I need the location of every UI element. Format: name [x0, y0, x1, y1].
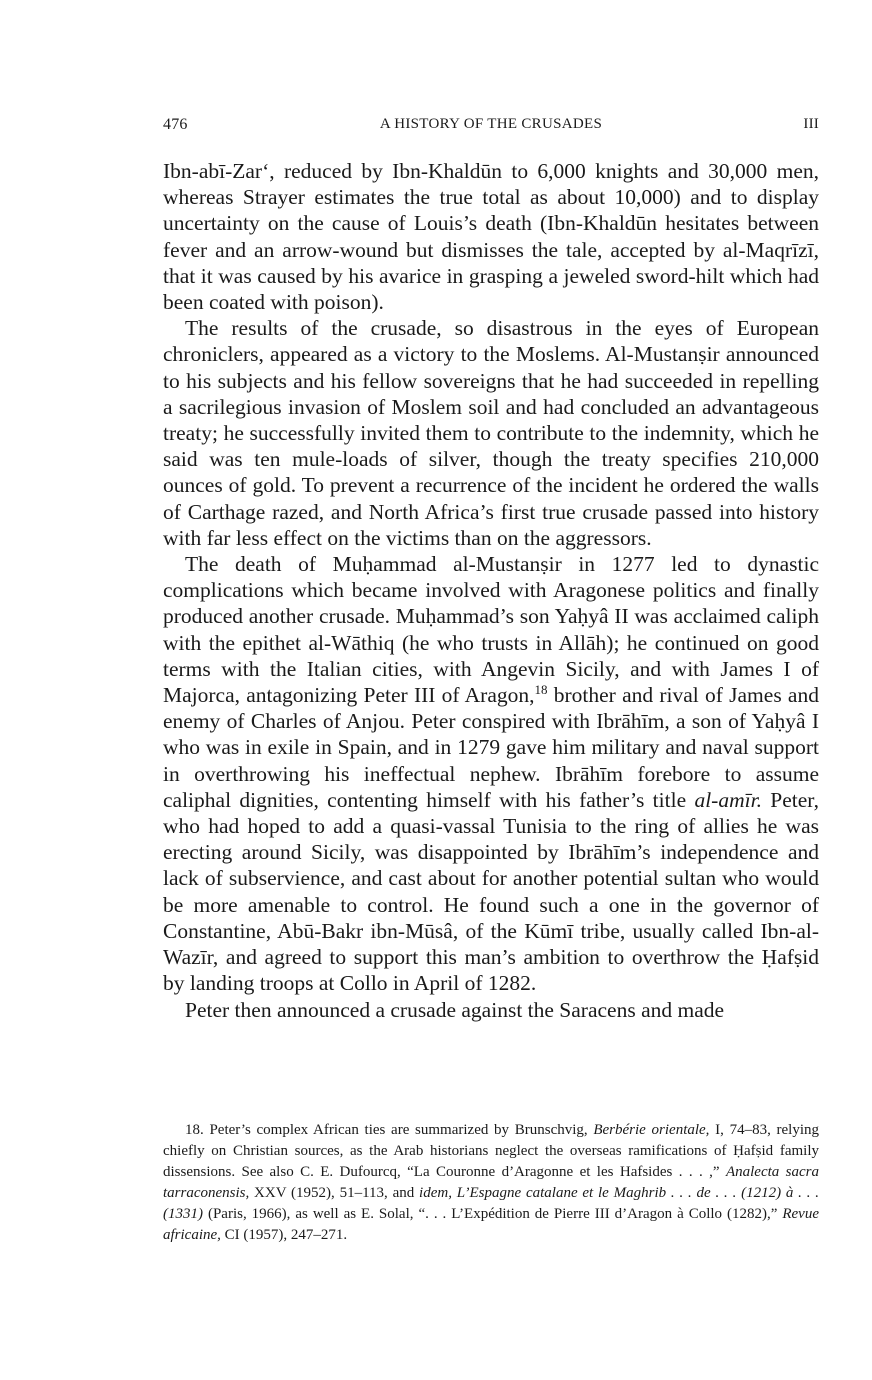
- footnote-title-espagne: idem, L’Espagne catalane et le Maghrib . . . de . . . (1212) à . . . (1331): [163, 1185, 820, 1222]
- page-number: 476: [163, 116, 188, 133]
- paragraph-3: [163, 551, 819, 996]
- footnote-reference-18[interactable]: 18: [534, 681, 548, 697]
- paragraph-3-italic-term: al-amīr.: [694, 787, 762, 812]
- footnote-18: [163, 1120, 819, 1246]
- footnote-section: [163, 1120, 819, 1246]
- paragraph-2: The results of the crusade, so disastrous in the eyes of European chroniclers, appeared as a victory to the Moslems. Al-Mustanṣir announced to his subjects and his fellow sovereigns that he had succeeded in repelling a sacrilegious invasion of Moslem soil and had concluded an advantageous treaty; he successfully invited them to contribute to the indemnity, which he said was ten mule-loads of silver, though the treaty specifies 210,000 ounces of gold. To prevent a recurrence of the incident he ordered the walls of Carthage razed, and North Africa’s first true crusade passed into history with far less effect on the victims than on the aggressors.: [163, 316, 819, 550]
- footnote-text-2: I, 74–83, relying chiefly on Christian sources, as the Arab historians neglect the overseas ramifications of Ḥafṣid family dissensions. See also C. E. Dufourcq, “La Couronne d’Aragonne et les Hafsides . . . ,”: [163, 1122, 819, 1180]
- running-title: A HISTORY OF THE CRUSADES: [379, 116, 603, 132]
- footnote-text-3: XXV (1952), 51–113, and: [249, 1185, 420, 1201]
- paragraph-4: Peter then announced a crusade against the Saracens and made: [185, 997, 725, 1022]
- volume-number: III: [803, 116, 819, 132]
- main-text: [163, 158, 819, 1023]
- footnote-title-revue: Revue africaine,: [163, 1206, 819, 1243]
- paragraph-3-part-a: The death of Muḥammad al-Mustanṣir in 1277 led to dynastic complications which became involved with Aragonese politics and finally produced another crusade. Muḥammad’s son Yaḥyâ II was acclaimed caliph with the epithet al-Wāthiq (he who trusts in Allāh); he continued on good terms with the Italian cities, with Angevin Sicily, and with James I of Majorca, antagonizing Peter III of Aragon,: [163, 552, 819, 708]
- footnote-text-1: 18. Peter’s complex African ties are summarized by Brunschvig,: [185, 1122, 594, 1138]
- paragraph-3-part-b: brother and rival of James and enemy of Charles of Anjou. Peter conspired with Ibrāhīm, a son of Yaḥyâ I who was in exile in Spain, and in 1279 gave him military and naval support in overthrowing his ineffectual nephew. Ibrāhīm forebore to assume caliphal dignities, contenting himself with his father’s title: [163, 683, 819, 812]
- footnote-title-analecta: Analecta sacra tarraconensis,: [163, 1164, 819, 1201]
- paragraph-3-part-c: Peter, who had hoped to add a quasi-vassal Tunisia to the ring of allies he was erecting around Sicily, was disappointed by Ibrāhīm’s independence and lack of subservience, and cast about for another potential sultan who would be more amenable to control. He found such a one in the governor of Constantine, Abū-Bakr ibn-Mūsâ, of the Kūmī tribe, usually called Ibn-al-Wazīr, and agreed to support this man’s ambition to overthrow the Ḥafṣid by landing troops at Collo in April of 1282.: [163, 787, 819, 996]
- footnote-title-berberie: Berbérie orientale,: [593, 1122, 710, 1138]
- running-header: [163, 116, 819, 140]
- footnote-text-5: CI (1957), 247–271.: [220, 1227, 348, 1243]
- footnote-text-4: (Paris, 1966), as well as E. Solal, “. . . L’Expédition de Pierre III d’Aragon à Collo (1282),”: [203, 1206, 783, 1222]
- paragraph-1: Ibn-abī-Zar‘, reduced by Ibn-Khaldūn to 6,000 knights and 30,000 men, whereas Strayer estimates the true total as about 10,000) and to display uncertainty on the cause of Louis’s death (Ibn-Khaldūn hesitates between fever and an arrow-wound but dismisses the tale, accepted by al-Maqrīzī, that it was caused by his avarice in grasping a jeweled sword-hilt which had been coated with poison).: [163, 159, 819, 315]
